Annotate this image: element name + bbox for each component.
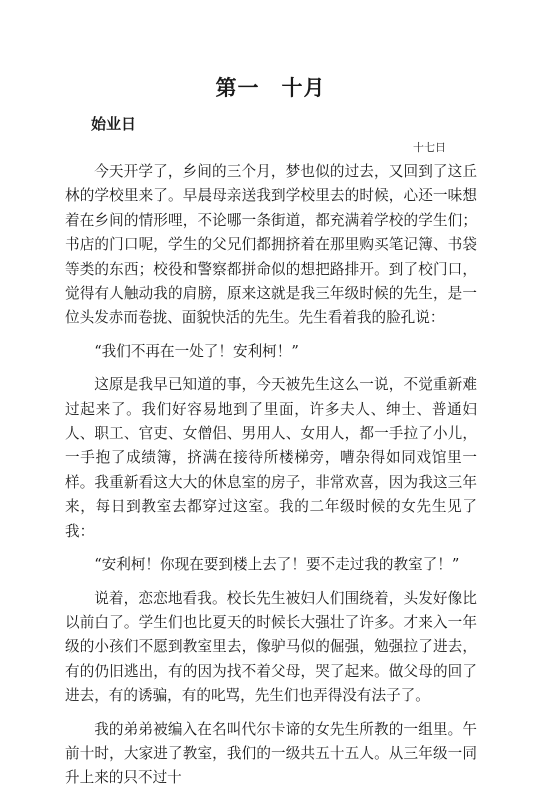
paragraph: 说着，恋恋地看我。校长先生被妇人们围绕着，头发好像比以前白了。学生们也比夏天的时候长大强壮了许多。才来入一年级的小孩们不愿到教室里去，像驴马似的倔强，勉强拉了进去，有的仍旧逃出，有的因为找不着父母，哭了起来。做父母的回了进去，有的诱骗，有的叱骂，先生们也弄得没有法子了。 (65, 589, 477, 705)
paragraph: 我的弟弟被编入在名叫代尔卡谛的女先生所教的一组里。午前十时，大家进了教室，我们的一级共五十五人。从三年级一同升上来的只不过十 (65, 720, 477, 787)
paragraph: 今天开学了，乡间的三个月，梦也似的过去，又回到了这丘林的学校里来了。早晨母亲送我到学校里去的时候，心还一味想着在乡间的情形哩，不论哪一条街道，都充满着学校的学生们；书店的门口呢，学生的父兄们都拥挤着在那里购买笔记簿、书袋等类的东西；校役和警察都拼命似的想把路排开。到了校门口，觉得有人触动我的肩膀，原来这就是我三年级时候的先生，是一位头发赤而卷拢、面貌快活的先生。先生看着我的脸孔说： (65, 163, 477, 327)
chapter-title: 第一 十月 (215, 75, 326, 100)
body-text (65, 160, 477, 800)
date-label: 十七日 (413, 141, 446, 154)
section-title: 始业日 (91, 115, 137, 133)
quote-paragraph: “安利柯！你现在要到楼上去了！要不走过我的教室了！” (94, 556, 460, 574)
paragraph: 这原是我早已知道的事，今天被先生这么一说，不觉重新难过起来了。我们好容易地到了里面，许多夫人、绅士、普通妇人、职工、官吏、女僧侣、男用人、女用人，都一手拉了小儿，一手抱了成绩簿，挤满在接待所楼梯旁，嘈杂得如同戏馆里一样。我重新看这大大的休息室的房子，非常欢喜，因为我这三年来，每日到教室去都穿过这室。我的二年级时候的女先生见了我： (65, 376, 477, 540)
quote-paragraph: “我们不再在一处了！安利柯！” (94, 342, 299, 360)
